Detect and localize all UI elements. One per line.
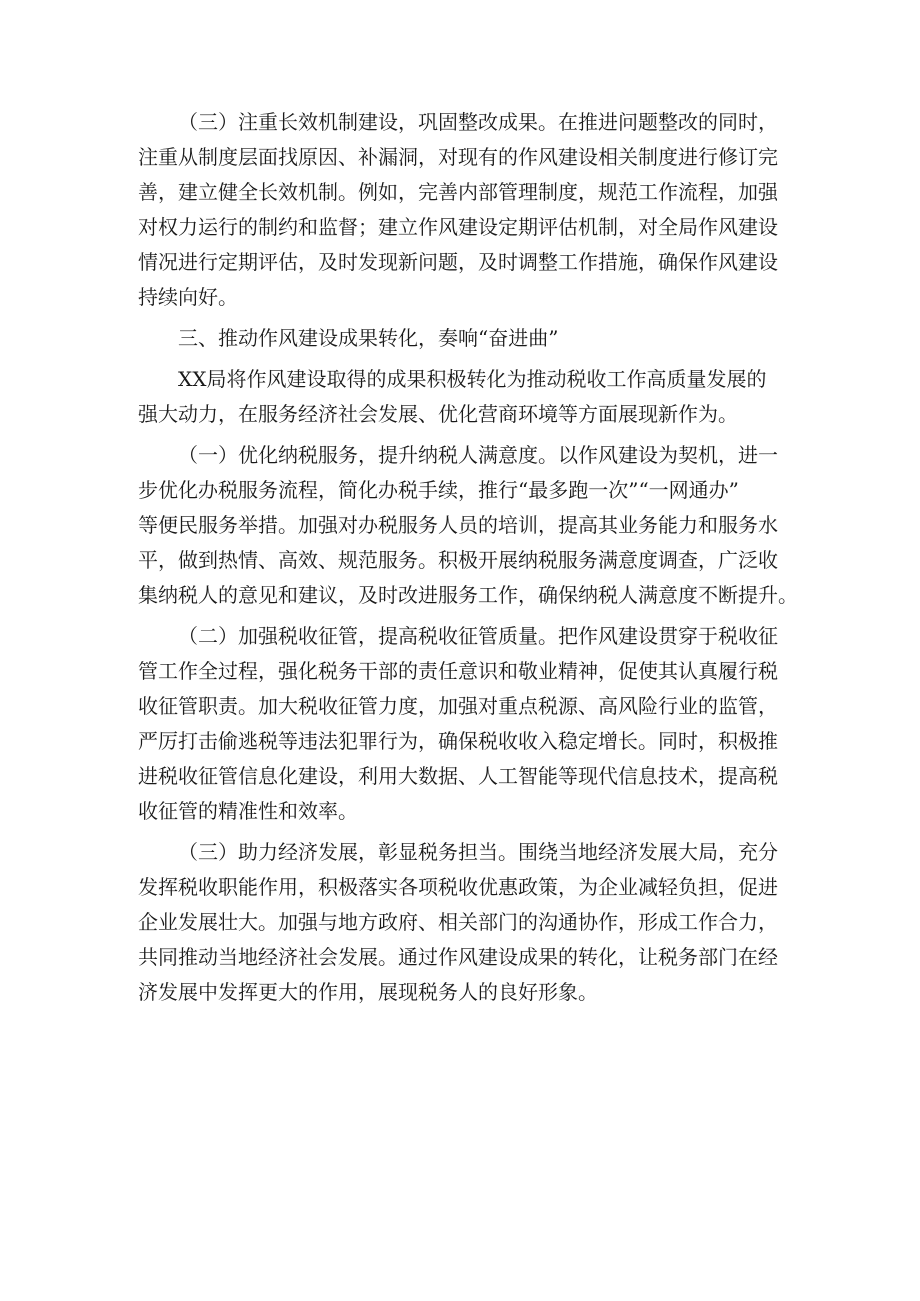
text-line: 等便民服务举措。加强对办税服务人员的培训，提高其业务能力和服务水 bbox=[138, 513, 778, 537]
text-line: 收征管职责。加大税收征管力度，加强对重点税源、高风险行业的监管， bbox=[138, 694, 778, 718]
text-line: （二）加强税收征管，提高税收征管质量。把作风建设贯穿于税收征 bbox=[178, 624, 778, 648]
paragraph-intro bbox=[138, 362, 798, 432]
section-heading-text: 三、推动作风建设成果转化，奏响“奋进曲” bbox=[178, 326, 559, 350]
section-heading bbox=[138, 321, 798, 356]
text-line: （三）助力经济发展，彰显税务担当。围绕当地经济发展大局，充分 bbox=[178, 840, 778, 864]
paragraph-tax-collection bbox=[138, 619, 798, 829]
text-line: 发挥税收职能作用，积极落实各项税收优惠政策，为企业减轻负担，促进 bbox=[138, 875, 778, 899]
text-line: 强大动力，在服务经济社会发展、优化营商环境等方面展现新作为。 bbox=[138, 402, 738, 426]
paragraph-tax-service bbox=[138, 438, 798, 613]
text-line: 集纳税人的意见和建议，及时改进服务工作，确保纳税人满意度不断提升。 bbox=[138, 583, 798, 607]
text-line: 收征管的精准性和效率。 bbox=[138, 799, 358, 823]
text-line: 情况进行定期评估，及时发现新问题，及时调整工作措施，确保作风建设 bbox=[138, 250, 778, 274]
text-line: 进税收征管信息化建设，利用大数据、人工智能等现代信息技术，提高税 bbox=[138, 764, 778, 788]
text-line: 步优化办税服务流程，简化办税手续，推行“最多跑一次”“一网通办” bbox=[138, 478, 739, 502]
paragraph-long-term-mechanism bbox=[138, 105, 798, 315]
text-line: XX局将作风建设取得的成果积极转化为推动税收工作高质量发展的 bbox=[178, 367, 767, 391]
text-line: 严厉打击偷逃税等违法犯罪行为，确保税收收入稳定增长。同时，积极推 bbox=[138, 729, 778, 753]
text-line: 济发展中发挥更大的作用，展现税务人的良好形象。 bbox=[138, 980, 598, 1004]
document-body bbox=[138, 105, 798, 1016]
paragraph-economic-development bbox=[138, 835, 798, 1010]
text-line: 管工作全过程，强化税务干部的责任意识和敬业精神，促使其认真履行税 bbox=[138, 659, 778, 683]
text-line: 对权力运行的制约和监督；建立作风建设定期评估机制，对全局作风建设 bbox=[138, 215, 778, 239]
text-line: 善，建立健全长效机制。例如，完善内部管理制度，规范工作流程，加强 bbox=[138, 180, 778, 204]
text-line: （一）优化纳税服务，提升纳税人满意度。以作风建设为契机，进一 bbox=[178, 443, 778, 467]
text-line: 共同推动当地经济社会发展。通过作风建设成果的转化，让税务部门在经 bbox=[138, 945, 778, 969]
text-line: （三）注重长效机制建设，巩固整改成果。在推进问题整改的同时， bbox=[178, 110, 778, 134]
text-line: 平，做到热情、高效、规范服务。积极开展纳税服务满意度调查，广泛收 bbox=[138, 548, 778, 572]
text-line: 持续向好。 bbox=[138, 285, 238, 309]
text-line: 注重从制度层面找原因、补漏洞，对现有的作风建设相关制度进行修订完 bbox=[138, 145, 778, 169]
text-line: 企业发展壮大。加强与地方政府、相关部门的沟通协作，形成工作合力， bbox=[138, 910, 778, 934]
